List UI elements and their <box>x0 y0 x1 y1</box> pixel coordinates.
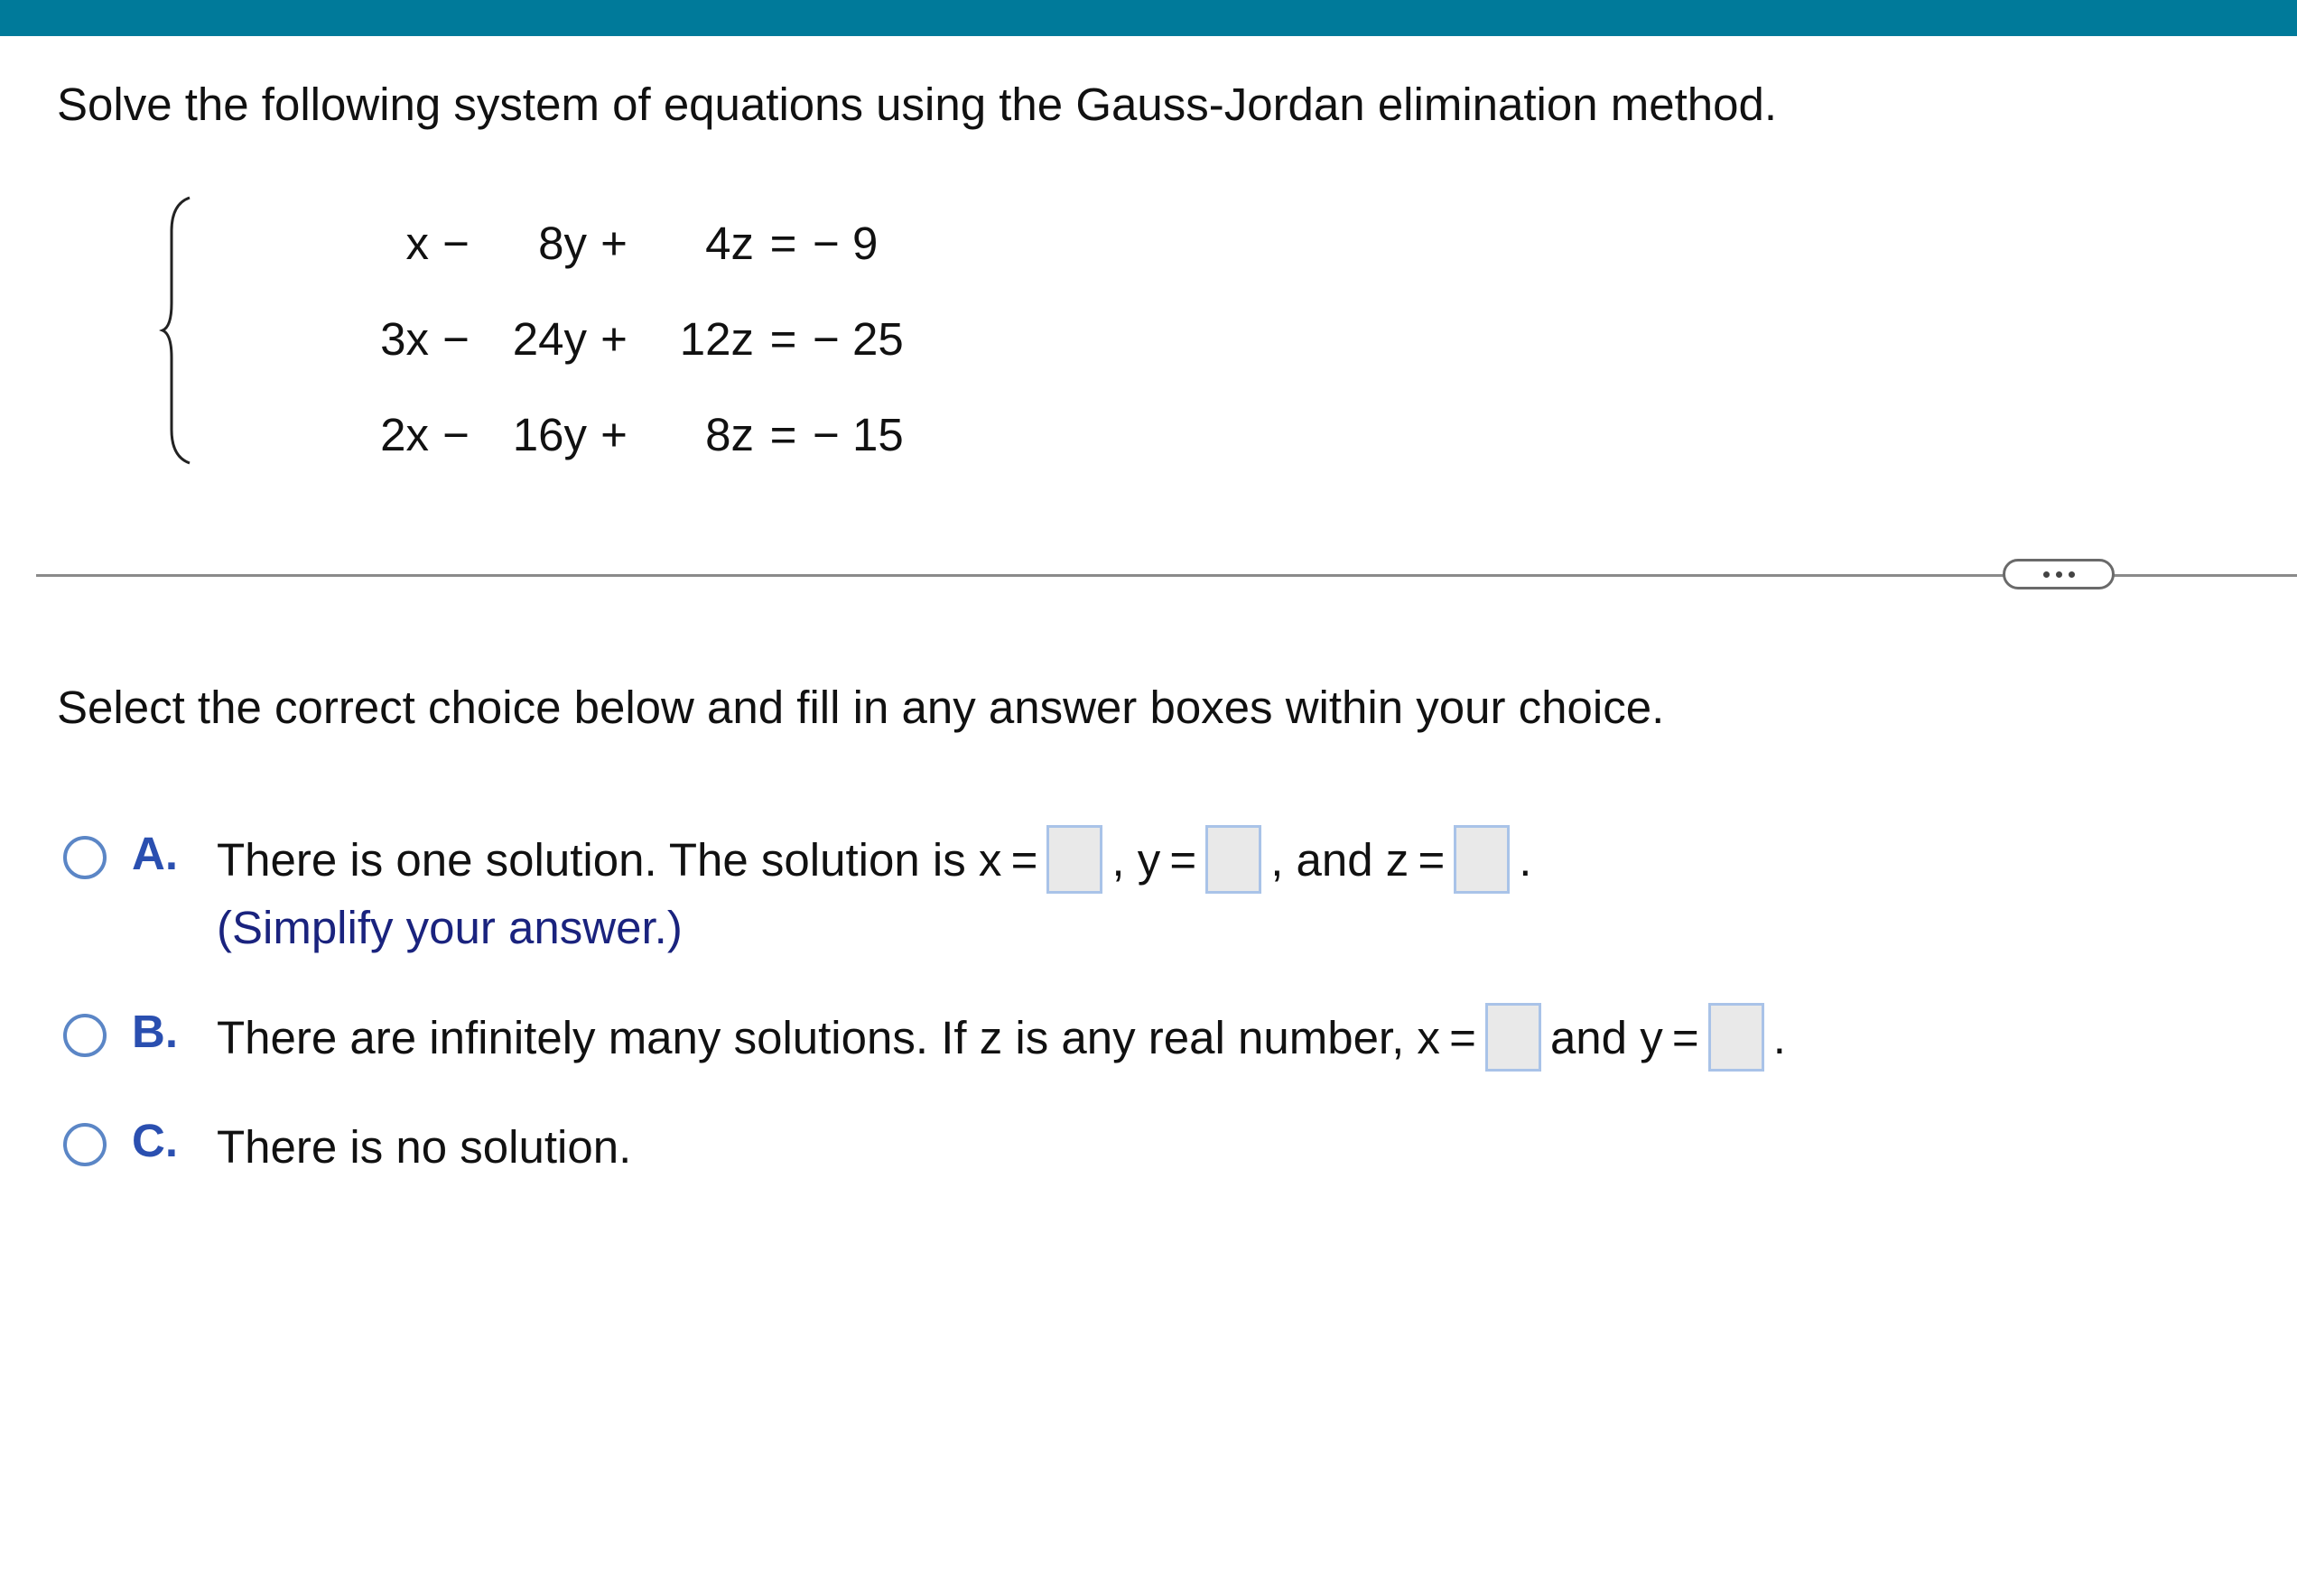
choice-b-text-2: and y = <box>1549 1011 1699 1063</box>
choice-b-text-3: . <box>1772 1011 1786 1063</box>
eq3-rhs: − 15 <box>813 408 904 460</box>
section-divider <box>36 574 2297 577</box>
eq3-op1: − <box>442 408 470 460</box>
eq2-rhs: − 25 <box>813 312 904 365</box>
system-brace <box>159 195 195 466</box>
choice-a-text-3: , and z = <box>1270 833 1446 886</box>
dot <box>2069 571 2075 578</box>
choice-a-letter: A. <box>132 828 178 879</box>
answer-box-y[interactable] <box>1205 825 1261 894</box>
eq3-equals: = <box>769 408 797 460</box>
radio-c-icon[interactable] <box>63 1123 107 1166</box>
choice-a[interactable] <box>0 821 2297 894</box>
choice-b-letter: B. <box>132 1006 178 1057</box>
eq1-y-term: 8y <box>538 217 587 269</box>
dot <box>2056 571 2062 578</box>
eq1-op1: − <box>442 217 470 269</box>
eq1-equals: = <box>769 217 797 269</box>
choice-a-text-1: There is one solution. The solution is x = <box>217 833 1038 886</box>
eq3-op2: + <box>600 408 628 460</box>
eq2-op2: + <box>600 312 628 365</box>
choice-b[interactable] <box>0 999 2297 1072</box>
radio-b-icon[interactable] <box>63 1014 107 1057</box>
answer-box-x[interactable] <box>1046 825 1102 894</box>
eq1-z-term: 4z <box>705 217 754 269</box>
eq2-z-term: 12z <box>679 312 754 365</box>
eq3-y-term: 16y <box>512 408 587 460</box>
radio-a-icon[interactable] <box>63 836 107 879</box>
choice-a-text-4: . <box>1519 833 1532 886</box>
ellipsis-icon[interactable] <box>2003 559 2115 589</box>
choice-b-text <box>217 1001 1786 1073</box>
choice-c-text <box>217 1110 631 1183</box>
eq1-rhs: − 9 <box>813 217 879 269</box>
answer-box-b-y[interactable] <box>1708 1003 1764 1072</box>
choice-a-text-2: , y = <box>1111 833 1197 886</box>
answer-box-z[interactable] <box>1454 825 1510 894</box>
top-header-bar <box>0 0 2297 36</box>
equation-system <box>352 195 953 482</box>
simplify-hint: (Simplify your answer.) <box>217 902 683 953</box>
eq2-y-term: 24y <box>512 312 587 365</box>
answer-box-b-x[interactable] <box>1485 1003 1541 1072</box>
choice-c-text-1: There is no solution. <box>217 1120 632 1173</box>
eq2-equals: = <box>769 312 797 365</box>
eq3-x-term: 2x <box>380 408 429 460</box>
eq2-x-term: 3x <box>380 312 429 365</box>
eq2-op1: − <box>442 312 470 365</box>
choice-b-text-1: There are infinitely many solutions. If z is any real number, x = <box>217 1011 1476 1063</box>
dot <box>2043 571 2050 578</box>
eq1-op2: + <box>600 217 628 269</box>
eq1-x-term: x <box>405 217 429 269</box>
problem-prompt: Solve the following system of equations using the Gauss-Jordan elimination method. <box>57 79 1778 130</box>
choice-instruction: Select the correct choice below and fill in any answer boxes within your choice. <box>57 682 1665 733</box>
choice-c[interactable] <box>0 1109 2297 1181</box>
eq3-z-term: 8z <box>705 408 754 460</box>
choice-a-text <box>217 823 1531 895</box>
choice-c-letter: C. <box>132 1115 178 1166</box>
